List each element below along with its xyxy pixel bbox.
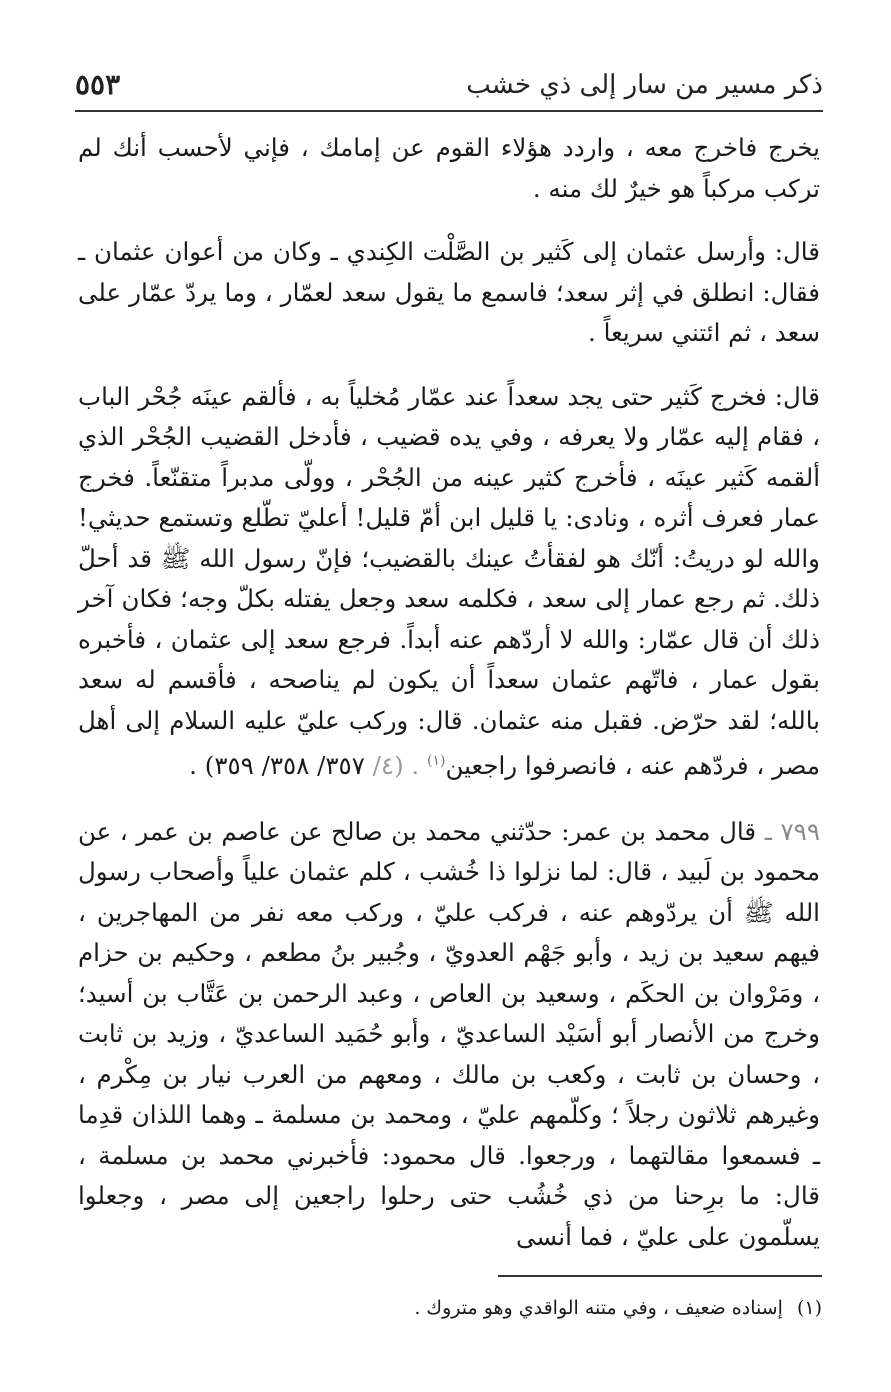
footnote-divider (498, 1275, 822, 1277)
page-header (75, 68, 823, 108)
hadith-number: ٧٩٩ ـ (764, 816, 820, 846)
footnote-number: (١) (796, 1297, 822, 1319)
footnote (300, 1294, 822, 1322)
footnote-text: إسناده ضعيف ، وفي متنه الواقدي وهو متروك . (414, 1297, 783, 1319)
paragraph-4 (78, 812, 820, 1258)
source-reference: ٣٥٧/ ٣٥٨/ ٣٥٩) . (189, 751, 365, 781)
paragraph-gap (78, 354, 820, 377)
paragraph-gap (78, 787, 820, 812)
paragraph-4-text: قال محمد بن عمر: حدّثني محمد بن صالح عن عاصم بن عمر ، عن محمود بن لَبيد ، قال: لما نزلوا ذا خُشب ، كلم عثمان علياً وأصحاب رسول الله ﷺ أن يردّوهم عنه ، فركب عليّ ، وركب معه نفر من المهاجرين ، فيهم سعيد بن زيد ، وأبو جَهْم العدويّ ، وجُبير بنُ مطعم ، وحكيم بن حزام ، ومَرْوان بن الحكَم ، وسعيد بن العاص ، وعبد الرحمن بن عَتَّاب بن أسيد؛ وخرج من الأنصار أبو أسَيْد الساعديّ ، وأبو حُمَيد الساعديّ ، وزيد بن ثابت ، وحسان بن ثابت ، وكعب بن مالك ، ومعهم من العرب نيار بن مِكْرم ، وغيرهم ثلاثون رجلاً ؛ وكلّمهم عليّ ، ومحمد بن مسلمة ـ وهما اللذان قدِما ـ فسمعوا مقالتهما ، ورجعوا. قال محمود: فأخبرني محمد بن مسلمة ، قال: ما برِحنا من ذي خُشُب حتى رحلوا راجعين إلى مصر ، وجعلوا يسلّمون على عليّ ، فما أنسى (78, 816, 820, 1251)
paragraph-gap (78, 209, 820, 232)
paragraph-3-text: قال: فخرج كَثير حتى يجد سعداً عند عمّار مُخلياً به ، فألقم عينَه جُحْر الباب ، فقام إليه عمّار ولا يعرفه ، وفي يده قضيب ، فأدخل القضيب الجُحْر الذي ألقمه كَثير عينَه ، فأخرج كثير عينه من الجُحْر ، وولّى مدبراً متقنّعاً. فخرج عمار فعرف أثره ، ونادى: يا قليل ابن أمّ قليل! أعليّ تطّلع وتستمع حديثي! والله لو دريتُ: أنّك هو لفقأتُ عينك بالقضيب؛ فإنّ رسول الله ﷺ قد أحلّ ذلك. ثم رجع عمار إلى سعد ، فكلمه سعد وجعل يفتله بكلّ وجه؛ فكان آخر ذلك أن قال عمّار: والله لا أردّهم عنه أبداً. فرجع سعد إلى عثمان ، فأخبره بقول عمار ، فاتّهم عثمان سعداً أن يكون لم يناصحه ، فأقسم له سعد بالله؛ لقد حرّض. فقبل منه عثمان. قال: وركب عليّ عليه السلام إلى أهل مصر ، فردّهم عنه ، فانصرفوا راجعين (78, 381, 820, 781)
paragraph-3 (78, 377, 820, 787)
footnote-marker: (١) (427, 753, 446, 769)
source-reference-faded: . (٤/ (364, 751, 427, 781)
page-number: ٥٥٣ (75, 68, 121, 101)
running-title: ذكر مسير من سار إلى ذي خشب (466, 70, 823, 100)
paragraph-2: قال: وأرسل عثمان إلى كَثير بن الصَّلْت الكِندي ـ وكان من أعوان عثمان ـ فقال: انطلق في إثر سعد؛ فاسمع ما يقول سعد لعمّار ، وما يردّ عمّار على سعد ، ثم ائتني سريعاً . (78, 237, 820, 347)
paragraph-1: يخرج فاخرج معه ، واردد هؤلاء القوم عن إمامك ، فإني لأحسب أنك لم تركب مركباً هو خيرٌ لك منه . (78, 133, 820, 203)
main-text (78, 128, 820, 1257)
header-divider (75, 110, 823, 112)
